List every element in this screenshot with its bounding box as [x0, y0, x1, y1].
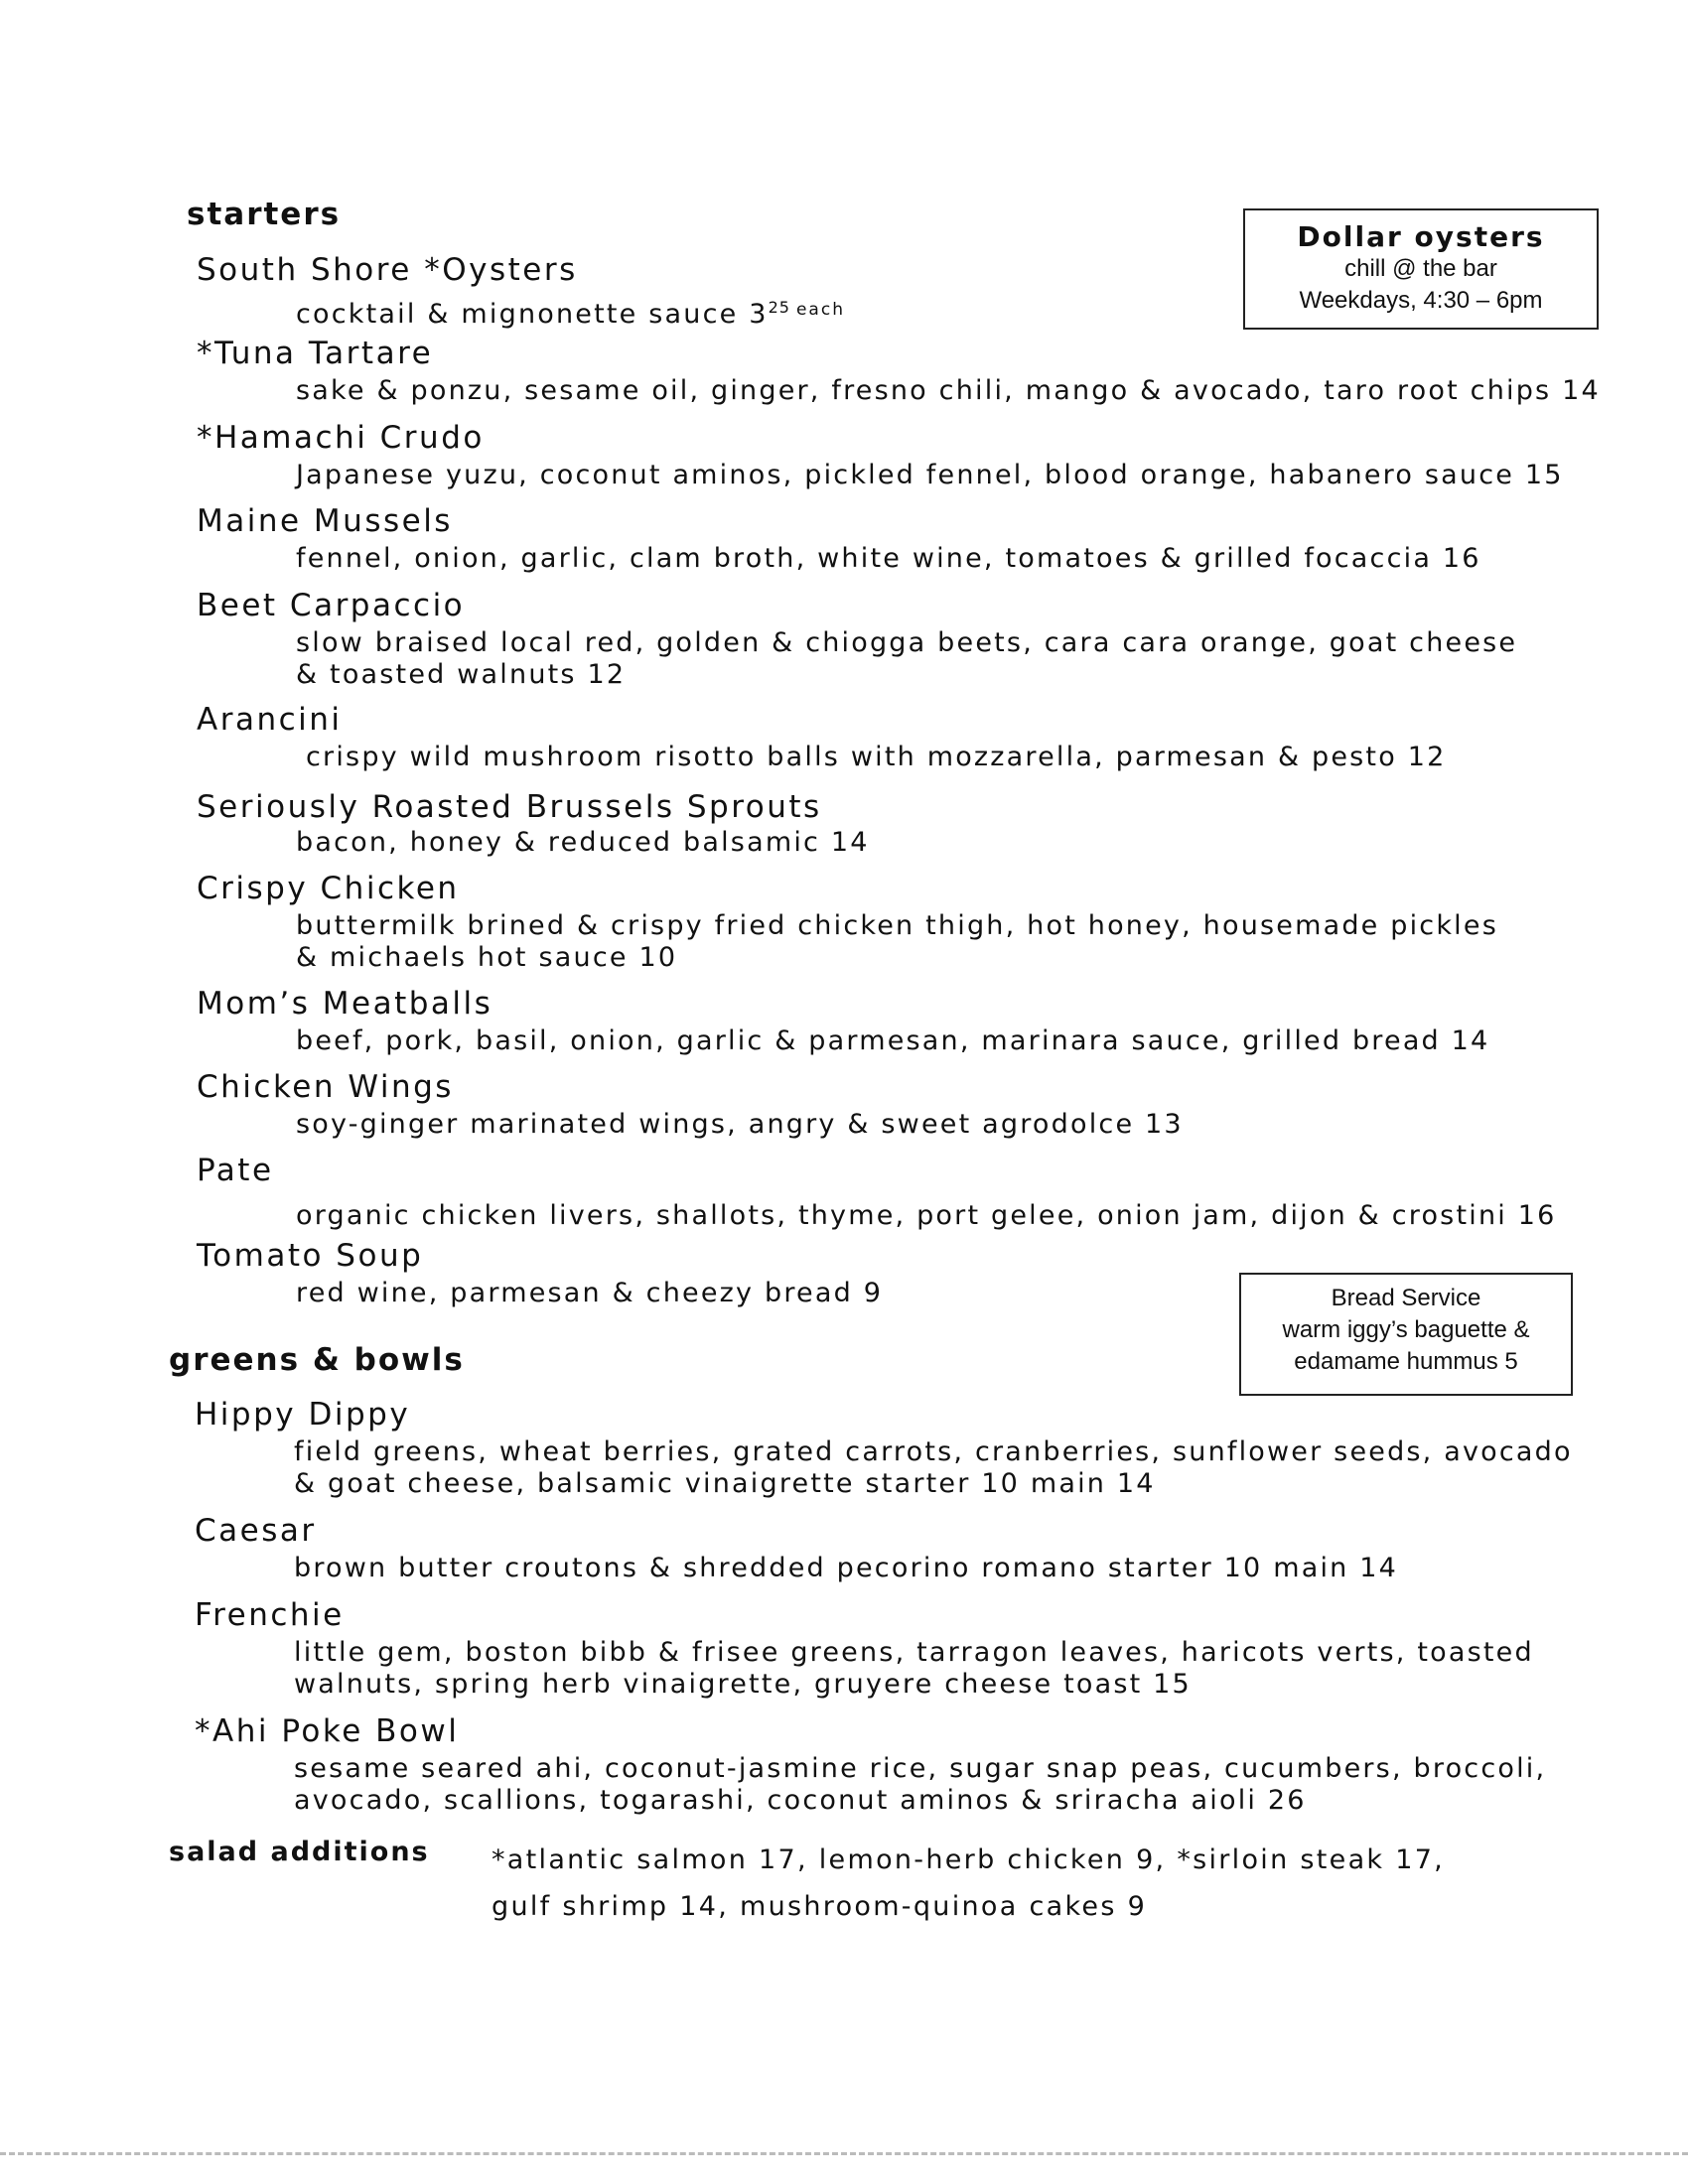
item-description: crispy wild mushroom risotto balls with mozzarella, parmesan & pesto 12 — [306, 742, 1447, 772]
box-line: edamame hummus 5 — [1294, 1348, 1518, 1375]
item-description: Japanese yuzu, coconut aminos, pickled fennel, blood orange, habanero sauce 15 — [296, 460, 1564, 490]
section-title-starters: starters — [187, 197, 342, 232]
box-line: warm iggy’s baguette & — [1282, 1316, 1530, 1343]
item-description: soy-ginger marinated wings, angry & sweet agrodolce 13 — [296, 1109, 1184, 1140]
item-name: Pate — [197, 1153, 274, 1188]
price-note: each — [795, 300, 845, 320]
item-name: Arancini — [197, 702, 343, 738]
item-name: Tomato Soup — [197, 1238, 424, 1274]
item-name: Hippy Dippy — [195, 1397, 411, 1433]
page-bottom-edge — [0, 2152, 1688, 2155]
item-name: Frenchie — [195, 1597, 345, 1633]
item-description: fennel, onion, garlic, clam broth, white wine, tomatoes & grilled focaccia 16 — [296, 543, 1481, 574]
item-name: Beet Carpaccio — [197, 588, 466, 623]
item-name: South Shore *Oysters — [197, 252, 578, 288]
item-description: organic chicken livers, shallots, thyme, port gelee, onion jam, dijon & crostini 16 — [296, 1200, 1557, 1231]
item-description: field greens, wheat berries, grated carrots, cranberries, sunflower seeds, avocado & goat cheese, balsamic vinaigrette starter 10 main 14 — [294, 1436, 1573, 1499]
item-description: sesame seared ahi, coconut-jasmine rice, sugar snap peas, cucumbers, broccoli, avocado, scallions, togarashi, coconut aminos & sriracha aioli 26 — [294, 1753, 1547, 1816]
item-description: red wine, parmesan & cheezy bread 9 — [296, 1278, 884, 1308]
dollar-oysters-box — [1243, 208, 1599, 330]
bread-service-box — [1239, 1273, 1573, 1396]
item-description: little gem, boston bibb & frisee greens, tarragon leaves, haricots verts, toasted walnuts, spring herb vinaigrette, gruyere cheese toast 15 — [294, 1637, 1534, 1700]
item-description: buttermilk brined & crispy fried chicken thigh, hot honey, housemade pickles & michaels hot sauce 10 — [296, 910, 1498, 973]
salad-additions-label: salad additions — [169, 1837, 430, 1867]
item-description: brown butter croutons & shredded pecorino romano starter 10 main 14 — [294, 1553, 1398, 1583]
item-description — [296, 292, 845, 331]
section-title-greens-bowls: greens & bowls — [169, 1342, 465, 1378]
price-cents: 25 — [768, 298, 790, 317]
item-name: *Ahi Poke Bowl — [195, 1713, 460, 1749]
item-description: bacon, honey & reduced balsamic 14 — [296, 827, 870, 858]
item-name: Caesar — [195, 1513, 317, 1549]
item-description: slow braised local red, golden & chiogga beets, cara cara orange, goat cheese & toasted walnuts 12 — [296, 627, 1518, 690]
item-description: beef, pork, basil, onion, garlic & parmesan, marinara sauce, grilled bread 14 — [296, 1025, 1490, 1056]
item-name: Chicken Wings — [197, 1069, 454, 1105]
box-title: Dollar oysters — [1297, 220, 1545, 253]
box-line: Weekdays, 4:30 – 6pm — [1299, 287, 1543, 314]
item-name: Seriously Roasted Brussels Sprouts — [197, 789, 822, 825]
item-description: sake & ponzu, sesame oil, ginger, fresno chili, mango & avocado, taro root chips 14 — [296, 375, 1601, 406]
box-line: chill @ the bar — [1344, 255, 1497, 282]
salad-additions-list: *atlantic salmon 17, lemon-herb chicken 9, *sirloin steak 17, gulf shrimp 14, mushroom-quinoa cakes 9 — [492, 1844, 1446, 1922]
item-name: Maine Mussels — [197, 503, 453, 539]
item-name: Crispy Chicken — [197, 871, 460, 906]
item-name: *Tuna Tartare — [197, 336, 434, 371]
item-description-text: cocktail & mignonette sauce 3 — [296, 299, 769, 330]
box-line: Bread Service — [1331, 1285, 1481, 1311]
item-name: *Hamachi Crudo — [197, 420, 485, 456]
item-name: Mom’s Meatballs — [197, 986, 493, 1022]
